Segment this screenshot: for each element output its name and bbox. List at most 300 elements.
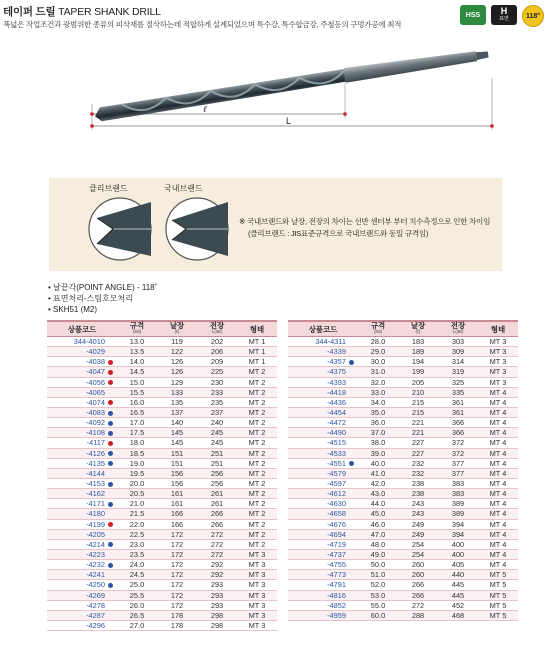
table-row — [288, 397, 518, 407]
table-row — [288, 610, 518, 620]
cell-size — [358, 337, 398, 347]
blue-dot-icon — [108, 411, 113, 416]
cell-type-text: MT 3 — [489, 347, 507, 357]
cell-length-text: 298 — [210, 621, 224, 630]
cell-size — [117, 478, 157, 488]
cell-size-text: 25.0 — [129, 580, 145, 590]
cell-size-text: 48.0 — [370, 539, 386, 549]
cell-length — [197, 357, 237, 367]
cell-code — [47, 448, 117, 458]
cell-size — [117, 620, 157, 630]
col-length-unit: L(㎜) — [452, 329, 464, 335]
cell-code — [288, 509, 358, 519]
cell-length-text: 293 — [210, 600, 224, 610]
cell-size — [358, 377, 398, 387]
cell-type-text: MT 4 — [489, 458, 507, 468]
blue-dot-icon — [108, 431, 113, 436]
cell-code-text: -4515 — [327, 438, 346, 448]
cell-size-text: 13.5 — [129, 347, 145, 357]
cell-code-text: -4579 — [327, 468, 346, 478]
cell-length — [197, 499, 237, 509]
cell-flute-text: 272 — [411, 600, 425, 610]
cell-flute-text: 215 — [411, 397, 425, 407]
cell-length-text: 319 — [451, 367, 465, 377]
blue-dot-icon — [108, 542, 113, 547]
cell-code-text: -4269 — [86, 590, 105, 600]
cell-flute-text: 249 — [411, 529, 425, 539]
col-size-label: 규격 — [129, 321, 145, 330]
table-row — [288, 458, 518, 468]
cell-code-text: -4029 — [86, 347, 105, 357]
cell-size-text: 43.0 — [370, 489, 386, 499]
cell-flute — [157, 387, 197, 397]
cell-type — [237, 529, 277, 539]
cell-size — [117, 468, 157, 478]
cell-code — [47, 438, 117, 448]
cell-type — [478, 337, 518, 347]
cell-flute-text: 232 — [411, 468, 425, 478]
cell-size-text: 40.0 — [370, 458, 386, 468]
title-korean: 테이퍼 드릴 — [3, 6, 56, 18]
cell-size-text: 19.5 — [129, 468, 145, 478]
cell-length — [197, 580, 237, 590]
cell-type — [478, 560, 518, 570]
cell-code — [47, 367, 117, 377]
col-header-length — [197, 321, 237, 337]
cell-type — [237, 357, 277, 367]
cell-size — [358, 519, 398, 529]
cell-flute — [157, 620, 197, 630]
table-row — [47, 367, 277, 377]
cell-flute-text: 151 — [170, 448, 184, 458]
cell-size — [117, 438, 157, 448]
cell-flute-text: 151 — [170, 458, 184, 468]
cell-size-text: 16.0 — [129, 397, 145, 407]
drill-drawing — [0, 38, 550, 138]
cell-type-text: MT 2 — [248, 377, 266, 387]
table-row — [288, 570, 518, 580]
cell-type-text: MT 2 — [248, 448, 266, 458]
cell-type-text: MT 4 — [489, 560, 507, 570]
col-header-size — [358, 321, 398, 337]
table-row — [47, 478, 277, 488]
cell-length-text: 272 — [210, 550, 224, 560]
cell-length — [438, 428, 478, 438]
cell-length — [438, 560, 478, 570]
cell-length-text: 383 — [451, 489, 465, 499]
cell-size-text: 18.5 — [129, 448, 145, 458]
cell-type — [237, 468, 277, 478]
cell-code — [47, 468, 117, 478]
cell-flute — [398, 610, 438, 620]
cell-code — [288, 367, 358, 377]
col-header-code: 상품코드 — [47, 321, 117, 337]
cell-code-text: -4737 — [327, 550, 346, 560]
cell-size — [358, 367, 398, 377]
cell-flute-text: 172 — [170, 600, 184, 610]
cell-type — [478, 468, 518, 478]
cell-flute — [398, 529, 438, 539]
cell-size — [117, 610, 157, 620]
cell-code — [288, 529, 358, 539]
cell-size — [358, 529, 398, 539]
cell-type-text: MT 2 — [248, 418, 266, 428]
cell-flute — [157, 377, 197, 387]
point-angle-badge-icon: 118° — [522, 5, 544, 27]
cell-length — [197, 397, 237, 407]
cell-flute — [157, 347, 197, 357]
cell-size-text: 20.5 — [129, 489, 145, 499]
table-row — [288, 347, 518, 357]
cell-flute-text: 137 — [170, 408, 184, 418]
cell-flute — [157, 478, 197, 488]
cell-flute — [398, 418, 438, 428]
cell-type — [478, 357, 518, 367]
cell-code — [288, 407, 358, 417]
cell-size — [358, 458, 398, 468]
cell-code — [47, 397, 117, 407]
table-row — [47, 519, 277, 529]
cell-type-text: MT 2 — [248, 519, 266, 529]
table-row — [47, 580, 277, 590]
cell-code-text: -4597 — [327, 479, 346, 489]
cell-size — [358, 539, 398, 549]
cell-code — [288, 337, 358, 347]
cell-type — [237, 407, 277, 417]
cell-code — [288, 519, 358, 529]
cell-length — [438, 489, 478, 499]
cell-type — [237, 610, 277, 620]
cell-flute — [398, 357, 438, 367]
cell-size-text: 22.5 — [129, 529, 145, 539]
cell-length — [197, 377, 237, 387]
cell-code-text: -4135 — [86, 458, 105, 468]
cell-code-text: -4612 — [327, 489, 346, 499]
cell-length-text: 206 — [210, 347, 224, 357]
cell-length — [197, 448, 237, 458]
table-row — [47, 407, 277, 417]
cell-size — [117, 600, 157, 610]
table-row — [47, 620, 277, 630]
cell-size — [358, 357, 398, 367]
cell-type-text: MT 4 — [489, 509, 507, 519]
cell-length-text: 292 — [210, 560, 224, 570]
cell-type-text: MT 3 — [248, 580, 266, 590]
cell-type — [478, 448, 518, 458]
cell-code — [47, 347, 117, 357]
cell-size — [358, 448, 398, 458]
cell-flute-text: 161 — [170, 489, 184, 499]
col-size-unit: (㎜) — [132, 329, 142, 335]
label-domestic: 국내브랜드 — [164, 184, 203, 193]
cell-type — [478, 387, 518, 397]
cell-code — [288, 610, 358, 620]
cell-flute — [157, 519, 197, 529]
cell-type-text: MT 5 — [489, 590, 507, 600]
cell-type — [237, 458, 277, 468]
cell-type-text: MT 5 — [489, 580, 507, 590]
cell-code — [288, 590, 358, 600]
cell-length-text: 293 — [210, 580, 224, 590]
cell-type — [478, 529, 518, 539]
cell-length-text: 266 — [210, 519, 224, 529]
cell-size — [358, 610, 398, 620]
cell-flute-text: 166 — [170, 509, 184, 519]
cell-flute — [157, 468, 197, 478]
cell-flute-text: 205 — [411, 377, 425, 387]
cell-code — [288, 549, 358, 559]
cell-type-text: MT 4 — [489, 499, 507, 509]
cell-code-text: -4180 — [86, 509, 105, 519]
blue-dot-icon — [349, 461, 354, 466]
cell-size-text: 27.0 — [129, 621, 145, 630]
cell-type — [478, 428, 518, 438]
cell-size-text: 47.0 — [370, 529, 386, 539]
cell-code-text: -4205 — [86, 529, 105, 539]
cell-type-text: MT 3 — [489, 367, 507, 377]
cell-flute — [398, 377, 438, 387]
cell-code-text: -4278 — [86, 600, 105, 610]
blue-dot-icon — [108, 502, 113, 507]
cell-type — [237, 549, 277, 559]
table-row — [47, 418, 277, 428]
table-row — [288, 580, 518, 590]
cell-code — [288, 438, 358, 448]
cell-flute — [157, 407, 197, 417]
cell-flute-text: 238 — [411, 479, 425, 489]
cell-length — [438, 519, 478, 529]
cell-code — [288, 377, 358, 387]
cell-length-text: 292 — [210, 570, 224, 580]
cell-length — [438, 600, 478, 610]
cell-size-text: 51.0 — [370, 570, 386, 580]
cell-length-text: 400 — [451, 539, 465, 549]
cell-flute — [157, 397, 197, 407]
table-row — [288, 489, 518, 499]
cell-size — [358, 570, 398, 580]
cell-type-text: MT 3 — [248, 550, 266, 560]
cell-code-text: -4658 — [327, 509, 346, 519]
cell-flute-text: 210 — [411, 387, 425, 397]
cell-size — [358, 468, 398, 478]
cell-length — [438, 580, 478, 590]
cell-flute — [398, 509, 438, 519]
cell-length — [197, 529, 237, 539]
cell-code — [288, 570, 358, 580]
table-row — [288, 600, 518, 610]
table-body-left — [47, 337, 277, 631]
cell-length-text: 394 — [451, 529, 465, 539]
cell-type — [237, 590, 277, 600]
table-row — [288, 509, 518, 519]
cell-code — [47, 407, 117, 417]
cell-size-text: 31.0 — [370, 367, 386, 377]
cell-type — [237, 478, 277, 488]
table-row — [47, 448, 277, 458]
cell-size — [117, 519, 157, 529]
cell-type — [237, 418, 277, 428]
cell-type — [237, 428, 277, 438]
cell-type — [478, 489, 518, 499]
badge-h-letter: H — [500, 6, 508, 16]
table-row — [288, 428, 518, 438]
brand-comparison-box — [49, 178, 502, 271]
cell-flute — [157, 590, 197, 600]
cell-size — [117, 397, 157, 407]
cell-size — [117, 499, 157, 509]
cell-flute-text: 178 — [170, 610, 184, 620]
cell-code-text: -4630 — [327, 499, 346, 509]
cell-flute-text: 172 — [170, 560, 184, 570]
cell-flute-text: 172 — [170, 550, 184, 560]
cell-flute — [398, 590, 438, 600]
blue-dot-icon — [349, 360, 354, 365]
cell-length-text: 235 — [210, 397, 224, 407]
cell-size — [117, 367, 157, 377]
table-row — [288, 519, 518, 529]
feature-badges — [460, 5, 544, 27]
cell-type-text: MT 2 — [248, 539, 266, 549]
cell-length-text: 272 — [210, 529, 224, 539]
cell-size-text: 26.5 — [129, 610, 145, 620]
cell-flute — [157, 560, 197, 570]
cell-length — [438, 458, 478, 468]
cell-length-text: 445 — [451, 590, 465, 600]
blue-dot-icon — [108, 451, 113, 456]
col-header-code: 상품코드 — [288, 321, 358, 337]
cell-size — [117, 458, 157, 468]
cell-flute — [398, 549, 438, 559]
cell-code — [47, 529, 117, 539]
cell-code — [288, 580, 358, 590]
cell-size — [358, 560, 398, 570]
cell-length-text: 335 — [451, 387, 465, 397]
cell-size-text: 25.5 — [129, 590, 145, 600]
cell-flute — [157, 499, 197, 509]
cell-type-text: MT 3 — [248, 560, 266, 570]
cell-flute-text: 227 — [411, 438, 425, 448]
cleveland-drill-tip-icon — [87, 196, 153, 262]
red-dot-icon — [108, 370, 113, 375]
col-header-type: 형태 — [237, 321, 277, 337]
cell-type — [237, 560, 277, 570]
domestic-drill-tip-icon — [164, 196, 230, 262]
cell-type-text: MT 2 — [248, 387, 266, 397]
cell-flute — [398, 560, 438, 570]
cell-flute — [398, 407, 438, 417]
cell-length-text: 394 — [451, 519, 465, 529]
cell-size — [117, 580, 157, 590]
col-flute-label: 날장 — [169, 321, 185, 330]
cell-type-text: MT 4 — [489, 438, 507, 448]
table-body-right — [288, 337, 518, 621]
cell-code-text: -4241 — [86, 570, 105, 580]
cell-code — [288, 387, 358, 397]
table-row — [47, 499, 277, 509]
table-row — [288, 418, 518, 428]
cell-length — [438, 377, 478, 387]
cell-length — [438, 478, 478, 488]
cell-length — [438, 407, 478, 417]
cell-length — [438, 499, 478, 509]
cell-flute — [157, 367, 197, 377]
cell-code-text: -4533 — [327, 448, 346, 458]
cell-size — [358, 387, 398, 397]
cell-type-text: MT 2 — [248, 479, 266, 489]
cell-size — [117, 560, 157, 570]
cell-length-text: 303 — [451, 337, 465, 347]
cell-size — [117, 428, 157, 438]
cell-length-text: 240 — [210, 418, 224, 428]
cell-code — [288, 428, 358, 438]
hss-badge-icon: HSS — [460, 5, 486, 25]
cell-size-text: 46.0 — [370, 519, 386, 529]
cell-length-text: 251 — [210, 458, 224, 468]
cell-flute — [157, 580, 197, 590]
cell-size-text: 21.5 — [129, 509, 145, 519]
table-row — [288, 539, 518, 549]
cell-length-text: 293 — [210, 590, 224, 600]
cell-type — [237, 367, 277, 377]
cell-type — [237, 337, 277, 347]
cell-length — [438, 610, 478, 620]
cell-size-text: 23.5 — [129, 550, 145, 560]
cell-code-text: -4472 — [327, 418, 346, 428]
table-row — [288, 499, 518, 509]
cell-type-text: MT 3 — [248, 590, 266, 600]
table-row — [47, 468, 277, 478]
table-row — [47, 337, 277, 347]
cell-type-text: MT 3 — [248, 600, 266, 610]
brand-note-sub: (클리브랜드 : JIS표준규격으로 국내브랜드와 동일 규격임) — [248, 229, 429, 238]
cell-size-text: 14.5 — [129, 367, 145, 377]
cell-flute-text: 243 — [411, 509, 425, 519]
cell-type-text: MT 3 — [489, 357, 507, 367]
cell-code — [47, 580, 117, 590]
cell-length-text: 245 — [210, 428, 224, 438]
cell-length-text: 261 — [210, 499, 224, 509]
cell-code-text: -4056 — [86, 377, 105, 387]
cell-length — [438, 438, 478, 448]
cell-flute-text: 199 — [411, 367, 425, 377]
cell-type — [478, 418, 518, 428]
cell-length-text: 230 — [210, 377, 224, 387]
cell-size — [358, 438, 398, 448]
cell-size — [117, 418, 157, 428]
table-row — [47, 570, 277, 580]
cell-code-text: -4791 — [327, 580, 346, 590]
cell-flute — [398, 367, 438, 377]
cell-flute — [157, 610, 197, 620]
blue-dot-icon — [108, 482, 113, 487]
cell-flute — [157, 357, 197, 367]
cell-type-text: MT 1 — [248, 357, 266, 367]
cell-length-text: 366 — [451, 428, 465, 438]
size-table-left — [47, 320, 277, 631]
cell-length — [197, 549, 237, 559]
cell-code-text: -4162 — [86, 489, 105, 499]
col-size-unit: (㎜) — [373, 329, 383, 335]
cell-flute-text: 288 — [411, 610, 425, 620]
cell-code — [288, 489, 358, 499]
cell-size-text: 53.0 — [370, 590, 386, 600]
cell-code-text: -4287 — [86, 610, 105, 620]
cell-length — [197, 560, 237, 570]
cell-code-text: -4232 — [86, 560, 105, 570]
cell-length — [197, 418, 237, 428]
cell-length — [438, 418, 478, 428]
cell-length-text: 298 — [210, 610, 224, 620]
